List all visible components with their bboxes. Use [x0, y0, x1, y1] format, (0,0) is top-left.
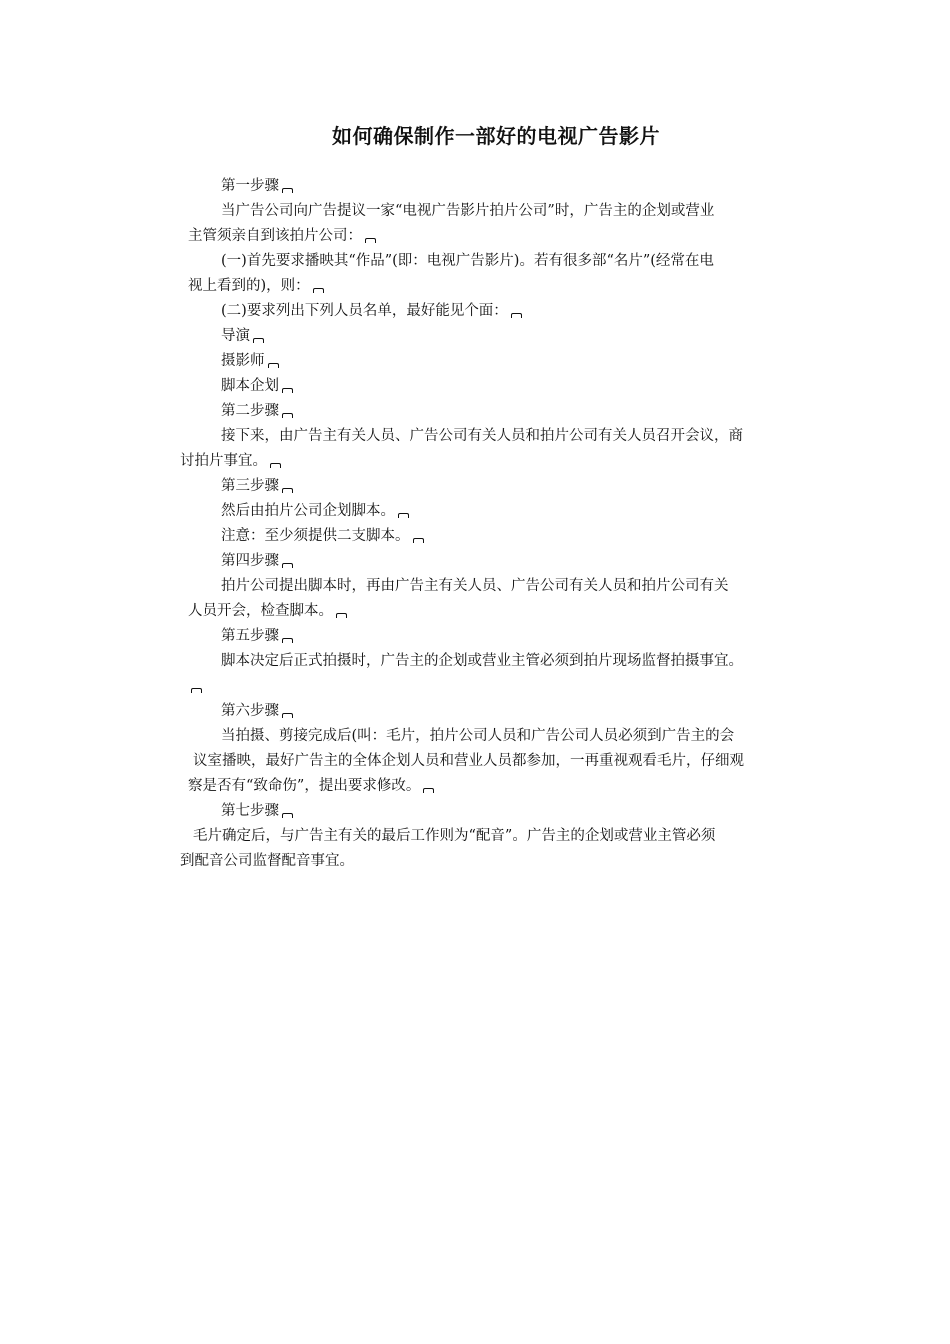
paragraph-line: 摄影师 [221, 353, 265, 369]
paragraph [0, 399, 950, 424]
paragraph [0, 199, 950, 249]
paragraph-mark-icon [365, 238, 376, 243]
paragraph [0, 299, 950, 324]
paragraph [0, 649, 950, 699]
paragraph-mark-icon [398, 513, 409, 518]
paragraph-line: 然后由拍片公司企划脚本。 [221, 503, 395, 519]
paragraph-line: 毛片确定后，与广告主有关的最后工作则为“配音”。广告主的企划或营业主管必须 [193, 828, 716, 844]
paragraph-mark-icon [282, 413, 293, 418]
paragraph-line: 到配音公司监督配音事宜。 [180, 853, 354, 869]
paragraph [0, 824, 950, 874]
paragraph [0, 374, 950, 399]
paragraph [0, 699, 950, 724]
paragraph-mark-icon [282, 488, 293, 493]
paragraph-line: 当广告公司向广告提议一家“电视广告影片拍片公司”时，广告主的企划或营业 [221, 203, 715, 219]
paragraph-mark-icon [191, 688, 202, 693]
paragraph [0, 624, 950, 649]
document-body [0, 174, 950, 874]
paragraph-mark-icon [282, 188, 293, 193]
paragraph-line: 第六步骤 [221, 703, 279, 719]
paragraph-line: 第一步骤 [221, 178, 279, 194]
paragraph-line: 视上看到的)，则： [188, 278, 310, 294]
paragraph-mark-icon [282, 388, 293, 393]
paragraph-line: 拍片公司提出脚本时，再由广告主有关人员、广告公司有关人员和拍片公司有关 [221, 578, 729, 594]
paragraph-line: 议室播映，最好广告主的全体企划人员和营业人员都参加，一再重视观看毛片，仔细观 [193, 753, 744, 769]
paragraph-line: 人员开会，检查脚本。 [188, 603, 333, 619]
paragraph [0, 324, 950, 349]
paragraph-line: 脚本决定后正式拍摄时，广告主的企划或营业主管必须到拍片现场监督拍摄事宜。 [221, 653, 743, 669]
paragraph [0, 474, 950, 499]
paragraph-line: 导演 [221, 328, 250, 344]
paragraph [0, 249, 950, 299]
paragraph-line: 第七步骤 [221, 803, 279, 819]
paragraph-mark-icon [313, 288, 324, 293]
paragraph-mark-icon [511, 313, 522, 318]
paragraph-mark-icon [336, 613, 347, 618]
paragraph [0, 799, 950, 824]
paragraph [0, 499, 950, 524]
paragraph-line: 第三步骤 [221, 478, 279, 494]
paragraph [0, 424, 950, 474]
paragraph-mark-icon [268, 363, 279, 368]
paragraph [0, 349, 950, 374]
paragraph [0, 524, 950, 549]
paragraph [0, 574, 950, 624]
paragraph-line: (一)首先要求播映其“作品”(即：电视广告影片)。若有很多部“名片”(经常在电 [221, 253, 714, 269]
document-title: 如何确保制作一部好的电视广告影片 [332, 124, 660, 148]
paragraph-mark-icon [282, 813, 293, 818]
paragraph-line: 第五步骤 [221, 628, 279, 644]
paragraph-line: 脚本企划 [221, 378, 279, 394]
paragraph-line: (二)要求列出下列人员名单，最好能见个面： [221, 303, 508, 319]
paragraph-line: 主管须亲自到该拍片公司： [188, 228, 362, 244]
paragraph-line: 察是否有“致命伤”，提出要求修改。 [188, 778, 421, 794]
paragraph-line: 注意：至少须提供二支脚本。 [221, 528, 410, 544]
paragraph-mark-icon [413, 538, 424, 543]
paragraph [0, 174, 950, 199]
paragraph-mark-icon [253, 338, 264, 343]
paragraph-line: 第四步骤 [221, 553, 279, 569]
paragraph-mark-icon [282, 638, 293, 643]
paragraph-line: 讨拍片事宜。 [180, 453, 267, 469]
paragraph-mark-icon [270, 463, 281, 468]
paragraph [0, 724, 950, 799]
paragraph-line: 当拍摄、剪接完成后(叫：毛片，拍片公司人员和广告公司人员必须到广告主的会 [221, 728, 735, 744]
paragraph-mark-icon [282, 713, 293, 718]
paragraph-mark-icon [282, 563, 293, 568]
paragraph-line: 接下来，由广告主有关人员、广告公司有关人员和拍片公司有关人员召开会议，商 [221, 428, 743, 444]
paragraph [0, 549, 950, 574]
paragraph-line: 第二步骤 [221, 403, 279, 419]
paragraph-mark-icon [423, 788, 434, 793]
